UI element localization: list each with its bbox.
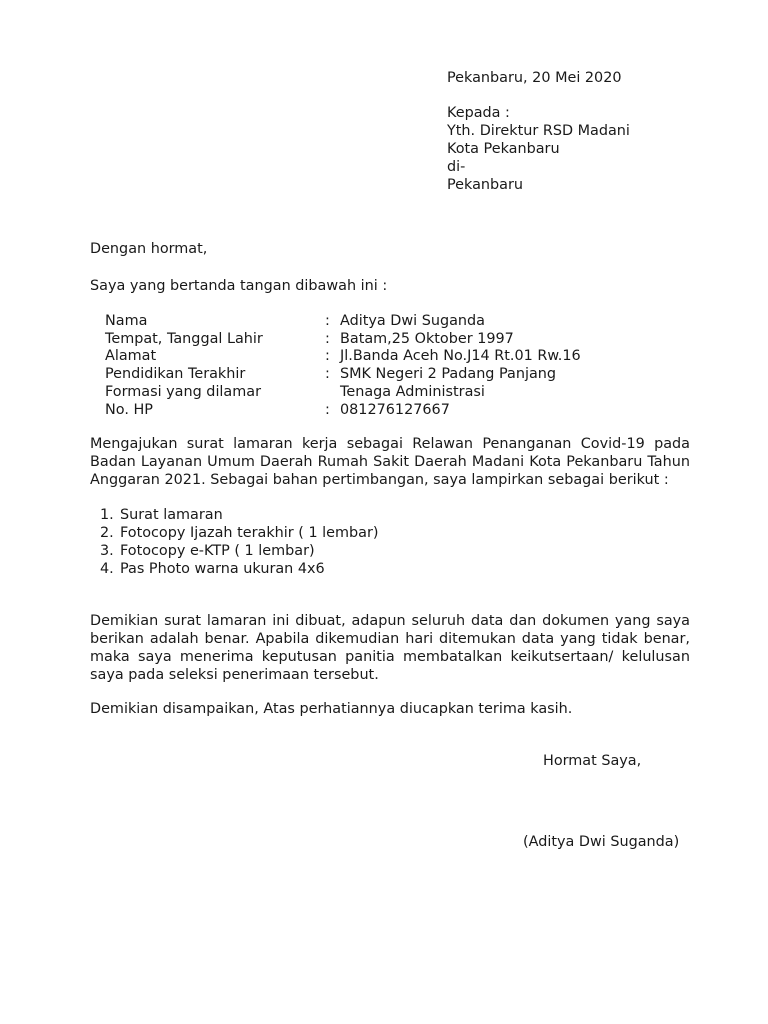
field-value: 081276127667 [340, 402, 450, 418]
field-label: Tempat, Tanggal Lahir [105, 331, 263, 347]
field-colon: : [325, 331, 330, 347]
recipient-block [447, 104, 630, 194]
attachment-list [100, 506, 379, 578]
intro-line: Saya yang bertanda tangan dibawah ini : [90, 278, 388, 294]
closing-line: Demikian disampaikan, Atas perhatiannya diucapkan terima kasih. [90, 701, 573, 717]
greeting: Dengan hormat, [90, 241, 208, 257]
field-value: Aditya Dwi Suganda [340, 313, 485, 329]
field-value: SMK Negeri 2 Padang Panjang [340, 366, 557, 382]
list-item [100, 524, 379, 542]
list-text: Fotocopy e-KTP ( 1 lembar) [120, 543, 315, 559]
recipient-line-city: Pekanbaru [447, 177, 524, 193]
list-text: Fotocopy Ijazah terakhir ( 1 lembar) [120, 525, 379, 541]
recipient-line-kota: Kota Pekanbaru [447, 141, 560, 157]
field-colon: : [325, 313, 330, 329]
list-item [100, 542, 379, 560]
field-label: Pendidikan Terakhir [105, 366, 246, 382]
field-label: Nama [105, 313, 148, 329]
field-label: Formasi yang dilamar [105, 384, 262, 400]
list-number: 1. [100, 507, 114, 523]
field-colon: : [325, 348, 330, 364]
recipient-line-di: di- [447, 159, 466, 175]
field-colon: : [325, 366, 330, 382]
list-number: 3. [100, 543, 114, 559]
field-label: No. HP [105, 402, 153, 418]
list-number: 4. [100, 561, 114, 577]
list-text: Surat lamaran [120, 507, 223, 523]
field-value: Tenaga Administrasi [340, 384, 485, 400]
signature-salutation: Hormat Saya, [543, 753, 642, 769]
field-value: Jl.Banda Aceh No.J14 Rt.01 Rw.16 [340, 348, 581, 364]
signature-name: (Aditya Dwi Suganda) [523, 834, 680, 850]
list-item [100, 506, 379, 524]
field-value: Batam,25 Oktober 1997 [340, 331, 514, 347]
list-text: Pas Photo warna ukuran 4x6 [120, 561, 325, 577]
field-colon: : [325, 402, 330, 418]
application-paragraph: Mengajukan surat lamaran kerja sebagai Relawan Penanganan Covid-19 pada Badan Layanan Umum Daerah Rumah Sakit Daerah Madani Kota Pekanbaru Tahun Anggaran 2021. Sebagai bahan pertimbangan, saya lampirkan sebagai berikut : [90, 436, 690, 488]
statement-paragraph: Demikian surat lamaran ini dibuat, adapun seluruh data dan dokumen yang saya berikan adalah benar. Apabila dikemudian hari ditemukan data yang tidak benar, maka saya menerima keputusan panitia membatalkan keikutsertaan/ kelulusan saya pada seleksi penerimaan tersebut. [90, 613, 690, 683]
place-date: Pekanbaru, 20 Mei 2020 [447, 70, 622, 86]
list-number: 2. [100, 525, 114, 541]
recipient-line-direktur: Yth. Direktur RSD Madani [447, 123, 630, 139]
field-label: Alamat [105, 348, 157, 364]
recipient-line-kepada: Kepada : [447, 105, 510, 121]
list-item [100, 560, 379, 578]
